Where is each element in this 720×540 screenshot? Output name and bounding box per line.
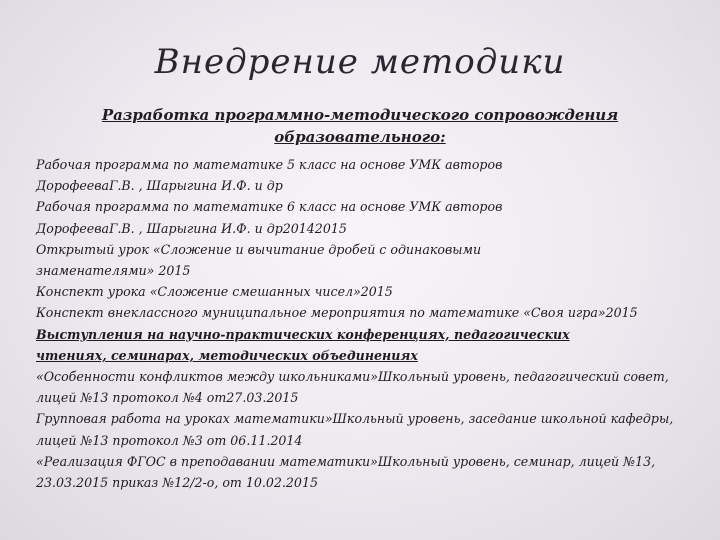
- body-line: 23.03.2015 приказ №12/2-о, от 10.02.2015: [36, 475, 318, 491]
- body-line: Открытый урок «Сложение и вычитание дробей с одинаковыми: [36, 241, 482, 257]
- body-line: ДорофееваГ.В. , Шарыгина И.Ф. и др: [36, 178, 283, 194]
- body-line: лицей №13 протокол №3 от 06.11.2014: [36, 432, 303, 448]
- body-line: Конспект урока «Сложение смешанных чисел»2015: [36, 284, 393, 300]
- decorative-asterisk-icon: *: [673, 1, 702, 69]
- subtitle-line-1: Разработка программно-методического сопровождения: [101, 106, 619, 124]
- body-line: лицей №13 протокол №4 от27.03.2015: [36, 390, 299, 406]
- body-line: Рабочая программа по математике 5 класс на основе УМК авторов: [36, 157, 503, 172]
- body-line: ДорофееваГ.В. , Шарыгина И.Ф. и др20142015: [36, 220, 347, 236]
- section-heading-line: чтениях, семинарах, методических объединениях: [36, 347, 418, 363]
- section-heading-line: Выступления на научно-практических конференциях, педагогических: [36, 326, 570, 342]
- slide-body: [36, 154, 684, 493]
- slide-title: Внедрение методики: [154, 42, 566, 82]
- body-line: «Особенности конфликтов между школьниками»Школьный уровень, педагогический совет,: [36, 369, 669, 385]
- body-line: Групповая работа на уроках математики»Школьный уровень, заседание школьной кафедры,: [36, 411, 674, 427]
- body-line: Рабочая программа по математике 6 класс на основе УМК авторов: [36, 199, 503, 215]
- body-line: Конспект внеклассного муниципальное мероприятия по математике «Своя игра»2015: [36, 305, 638, 321]
- body-line: знаменателями» 2015: [36, 263, 191, 279]
- body-line: «Реализация ФГОС в преподавании математики»Школьный уровень, семинар, лицей №13,: [36, 453, 656, 469]
- slide-subtitle: [60, 104, 660, 148]
- subtitle-line-2: образовательного:: [274, 128, 446, 146]
